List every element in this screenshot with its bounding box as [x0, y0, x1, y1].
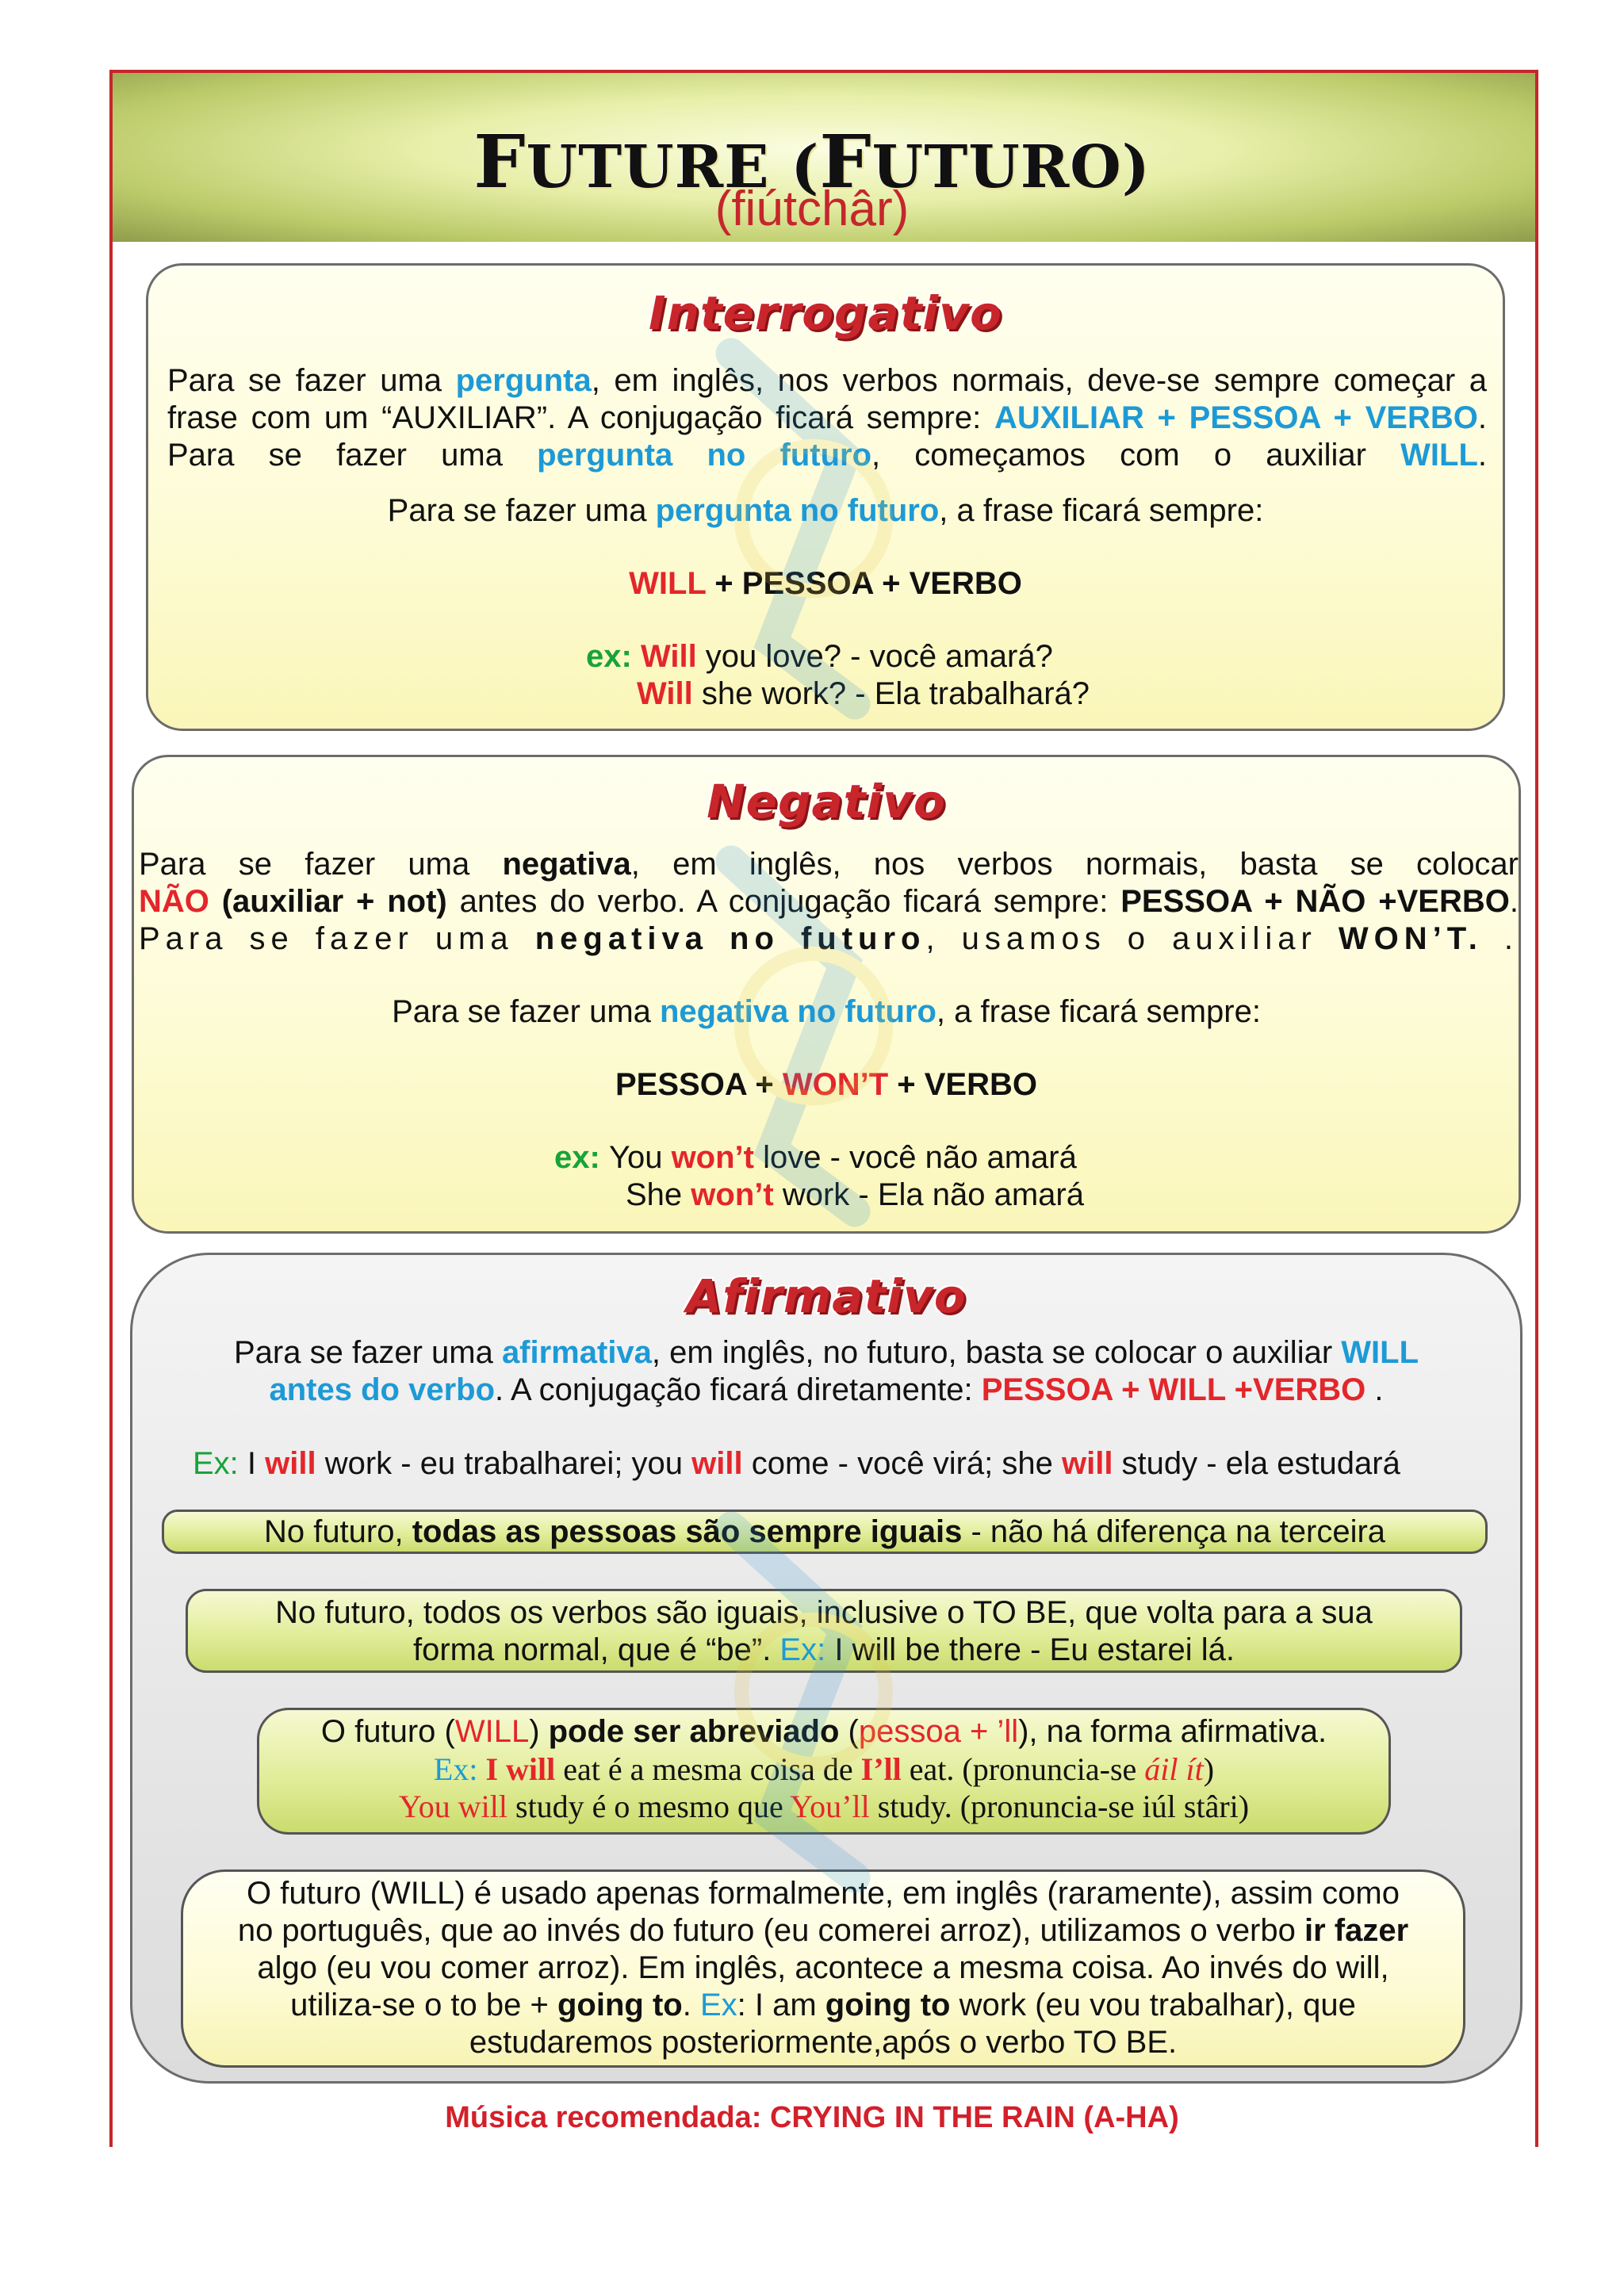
interrogativo-examples: ex: Will you love? - você amará? Will she work? - Ela trabalhará? [586, 639, 1090, 711]
interrogativo-formula: WILL + PESSOA + VERBO [629, 566, 1022, 601]
note-contraction-text: O futuro (WILL) pode ser abreviado (pessoa + ’ll), na forma afirmativa. Ex: I will eat é a mesma coisa de I’ll eat. (pronuncia-se áil ít) You will study é o mesmo que You’ll study. (pronuncia-se iúl stâri) [320, 1714, 1327, 1824]
note-to-be-text: No futuro, todos os verbos são iguais, inclusive o TO BE, que volta para a sua forma normal, que é “be”. Ex: I will be there - Eu estarei lá. [275, 1595, 1373, 1667]
negativo-paragraph: Para se fazer uma negativa, em inglês, nos verbos normais, basta se colocar NÃO (auxiliar + not) antes do verbo. A conjugação ficará sempre: PESSOA + NÃO +VERBO. Para se fazer uma negativa no futuro, usamos o auxiliar WON’T. . [139, 847, 1519, 956]
note-going-to [181, 1869, 1465, 2068]
note-going-to-text: O futuro (WILL) é usado apenas formalmente, em inglês (raramente), assim como no português, que ao invés do futuro (eu comerei arroz), utilizamos o verbo ir fazer algo (eu vou comer arroz). Em inglês, acontece a mesma coisa. Ao invés do will, utiliza-se o to be + going to. Ex: I am going to work (eu vou trabalhar), que estudaremos posteriormente,após o verbo TO BE. [237, 1876, 1409, 2060]
note-same-persons-text: No futuro, todas as pessoas são sempre iguais - não há diferença na terceira [263, 1514, 1386, 1549]
negativo-heading: Negativo [707, 775, 946, 828]
watermark-logo-icon [690, 1506, 896, 1898]
afirmativo-examples: Ex: I will work - eu trabalharei; you will come - você virá; she will study - ela estudará [193, 1446, 1400, 1481]
interrogativo-rule: Para se fazer uma pergunta no futuro, a frase ficará sempre: [387, 493, 1264, 528]
page-title: FUTURE (FUTURO) [473, 119, 1151, 205]
interrogativo-heading: Interrogativo [649, 286, 1002, 340]
recommended-music: Música recomendada: CRYING IN THE RAIN (A-HA) [445, 2101, 1179, 2134]
watermark-logo-icon [690, 840, 896, 1232]
negativo-examples: ex: You won’t love - você não amará She won’t work - Ela não amará [554, 1140, 1084, 1212]
negativo-rule: Para se fazer uma negativa no futuro, a frase ficará sempre: [392, 994, 1261, 1029]
pronunciation: (fiútchâr) [714, 182, 910, 236]
interrogativo-paragraph: Para se fazer uma pergunta, em inglês, nos verbos normais, deve-se sempre começar a frase com um “AUXILIAR”. A conjugação ficará sempre: AUXILIAR + PESSOA + VERBO. Para se fazer uma pergunta no futuro, começamos com o auxiliar WILL. [167, 363, 1488, 473]
watermark-logo-icon [690, 333, 896, 725]
afirmativo-heading: Afirmativo [686, 1269, 967, 1323]
negativo-formula: PESSOA + WON’T + VERBO [615, 1067, 1037, 1102]
afirmativo-paragraph: Para se fazer uma afirmativa, em inglês, no futuro, basta se colocar o auxiliar WILL antes do verbo. A conjugação ficará diretamente: PESSOA + WILL +VERBO . [234, 1335, 1419, 1407]
